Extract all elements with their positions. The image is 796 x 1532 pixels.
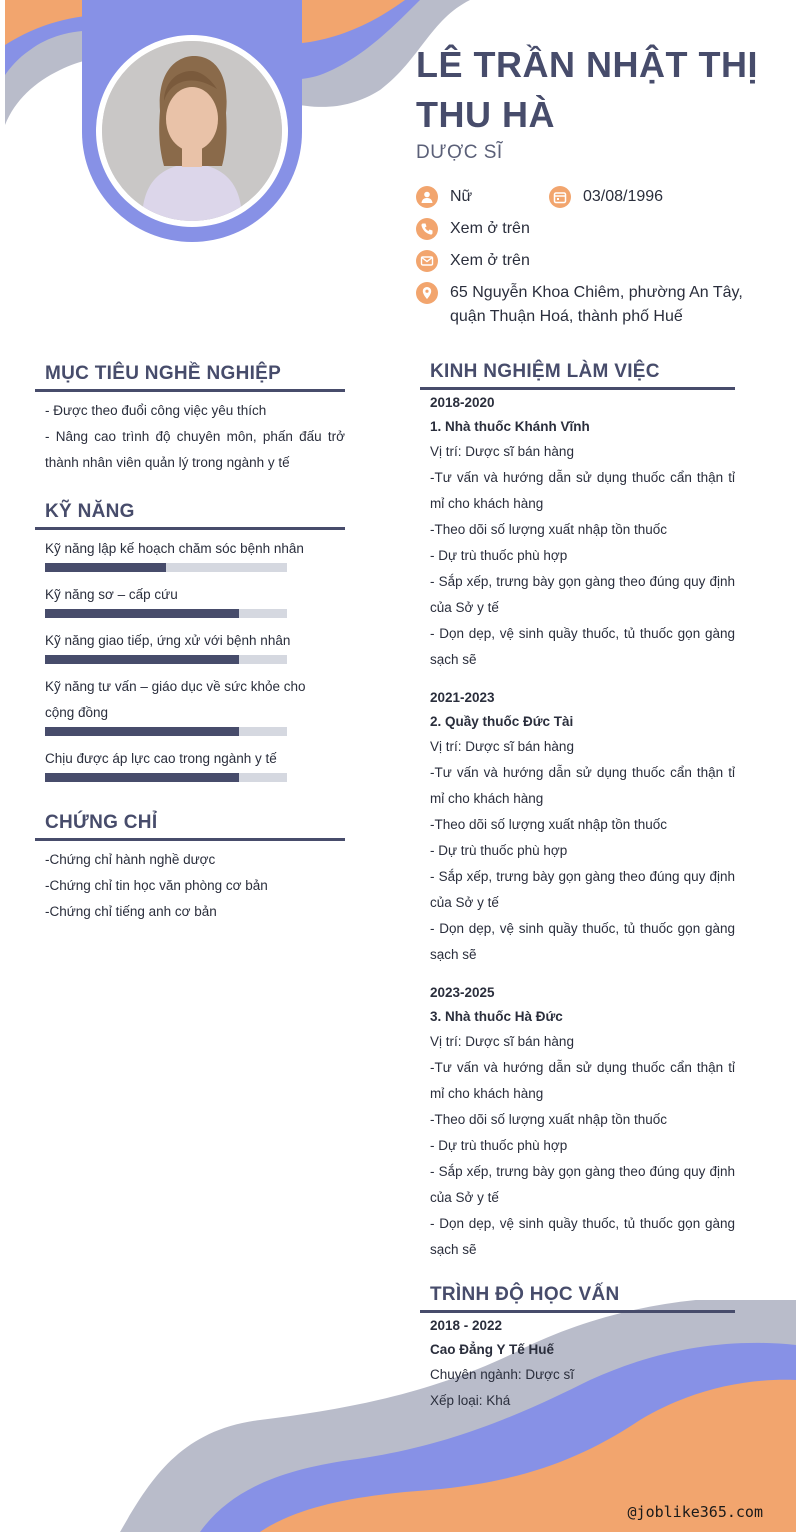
email-value: Xem ở trên: [450, 252, 530, 269]
address-row: [416, 281, 743, 329]
skill-bar: [45, 773, 287, 782]
skills-heading: KỸ NĂNG: [35, 501, 345, 530]
skill-item: [45, 536, 335, 572]
job-line: - Dọn dẹp, vệ sinh quầy thuốc, tủ thuốc gọn gàng sạch sẽ: [430, 626, 735, 667]
job-line: Vị trí: Dược sĩ bán hàng: [430, 444, 574, 459]
job-entry: [430, 981, 735, 1263]
job-company: 1. Nhà thuốc Khánh Vĩnh: [430, 419, 590, 434]
objective-heading: MỤC TIÊU NGHỀ NGHIỆP: [35, 363, 345, 392]
job-years: 2018-2020: [430, 395, 495, 410]
job-line: -Tư vấn và hướng dẫn sử dụng thuốc cẩn thận tỉ mỉ cho khách hàng: [430, 470, 735, 511]
job-line: - Dọn dẹp, vệ sinh quầy thuốc, tủ thuốc gọn gàng sạch sẽ: [430, 1216, 735, 1257]
mail-icon: [416, 250, 438, 272]
job-line: -Theo dõi số lượng xuất nhập tồn thuốc: [430, 522, 668, 537]
job-line: Vị trí: Dược sĩ bán hàng: [430, 739, 574, 754]
job-line: -Tư vấn và hướng dẫn sử dụng thuốc cẩn thận tỉ mỉ cho khách hàng: [430, 1060, 735, 1101]
job-entry: [430, 391, 735, 673]
education-heading: TRÌNH ĐỘ HỌC VẤN: [420, 1284, 735, 1313]
skill-label: Kỹ năng tư vấn – giáo dục về sức khỏe cho cộng đồng: [45, 679, 306, 720]
objective-text: [45, 398, 345, 476]
person-icon: [416, 186, 438, 208]
skill-item: [45, 746, 335, 782]
skill-bar-fill: [45, 563, 166, 572]
job-line: - Dự trù thuốc phù hợp: [430, 843, 568, 858]
dob-value: 03/08/1996: [583, 188, 664, 205]
objective-item: - Được theo đuổi công việc yêu thích: [45, 403, 267, 418]
skill-bar: [45, 727, 287, 736]
job-years: 2023-2025: [430, 985, 495, 1000]
dob-row: [549, 185, 663, 209]
job-line: - Sắp xếp, trưng bày gọn gàng theo đúng quy định của Sở y tế: [430, 869, 735, 910]
job-line: Vị trí: Dược sĩ bán hàng: [430, 1034, 574, 1049]
skill-item: [45, 674, 335, 736]
skill-bar: [45, 655, 287, 664]
certificate-item: -Chứng chỉ tin học văn phòng cơ bản: [45, 878, 268, 893]
skill-bar-fill: [45, 655, 239, 664]
job-entry: [430, 686, 735, 968]
gender-row: [416, 185, 472, 209]
job-line: -Theo dõi số lượng xuất nhập tồn thuốc: [430, 1112, 668, 1127]
certificate-item: -Chứng chỉ tiếng anh cơ bản: [45, 904, 217, 919]
email-row: [416, 249, 530, 273]
phone-value: Xem ở trên: [450, 220, 530, 237]
education-years: 2018 - 2022: [430, 1318, 503, 1333]
skill-bar-fill: [45, 609, 239, 618]
address-line-1: 65 Nguyễn Khoa Chiêm, phường An Tây,: [450, 284, 743, 301]
profile-photo: [102, 41, 282, 221]
job-line: -Tư vấn và hướng dẫn sử dụng thuốc cẩn thận tỉ mỉ cho khách hàng: [430, 765, 735, 806]
skill-item: [45, 582, 335, 618]
certificates-list: [45, 847, 345, 925]
job-years: 2021-2023: [430, 690, 495, 705]
skill-bar-fill: [45, 727, 239, 736]
objective-item: - Nâng cao trình độ chuyên môn, phấn đấu trở thành nhân viên quản lý trong ngành y tế: [45, 429, 345, 470]
calendar-icon: [549, 186, 571, 208]
skill-bar-fill: [45, 773, 239, 782]
job-line: -Theo dõi số lượng xuất nhập tồn thuốc: [430, 817, 668, 832]
phone-row: [416, 217, 530, 241]
education-school: Cao Đẳng Y Tế Huế: [430, 1342, 555, 1357]
gender-value: Nữ: [450, 188, 473, 205]
certificates-heading: CHỨNG CHỈ: [35, 812, 345, 841]
phone-icon: [416, 218, 438, 240]
skill-label: Kỹ năng lập kế hoạch chăm sóc bệnh nhân: [45, 541, 304, 556]
job-title: DƯỢC SĨ: [416, 142, 503, 163]
skill-label: Kỹ năng sơ – cấp cứu: [45, 587, 178, 602]
skill-bar: [45, 563, 287, 572]
skill-item: [45, 628, 335, 664]
job-line: - Dọn dẹp, vệ sinh quầy thuốc, tủ thuốc gọn gàng sạch sẽ: [430, 921, 735, 962]
job-line: - Sắp xếp, trưng bày gọn gàng theo đúng quy định của Sở y tế: [430, 1164, 735, 1205]
job-line: - Sắp xếp, trưng bày gọn gàng theo đúng quy định của Sở y tế: [430, 574, 735, 615]
job-company: 3. Nhà thuốc Hà Đức: [430, 1009, 563, 1024]
job-company: 2. Quầy thuốc Đức Tài: [430, 714, 574, 729]
skill-label: Kỹ năng giao tiếp, ứng xử với bệnh nhân: [45, 633, 291, 648]
job-line: - Dự trù thuốc phù hợp: [430, 1138, 568, 1153]
experience-heading: KINH NGHIỆM LÀM VIỆC: [420, 361, 735, 390]
skill-label: Chịu được áp lực cao trong ngành y tế: [45, 751, 277, 766]
education-grade: Xếp loại: Khá: [430, 1393, 511, 1408]
certificate-item: -Chứng chỉ hành nghề dược: [45, 852, 216, 867]
site-watermark: @joblike365.com: [627, 1503, 763, 1521]
address-line-2: quận Thuận Hoá, thành phố Huế: [450, 308, 683, 325]
skill-bar: [45, 609, 287, 618]
candidate-name: LÊ TRẦN NHẬT THỊ THU HÀ: [416, 44, 758, 135]
education-major: Chuyên ngành: Dược sĩ: [430, 1367, 574, 1382]
location-pin-icon: [416, 282, 438, 304]
education-entry: [430, 1314, 735, 1414]
job-line: - Dự trù thuốc phù hợp: [430, 548, 568, 563]
